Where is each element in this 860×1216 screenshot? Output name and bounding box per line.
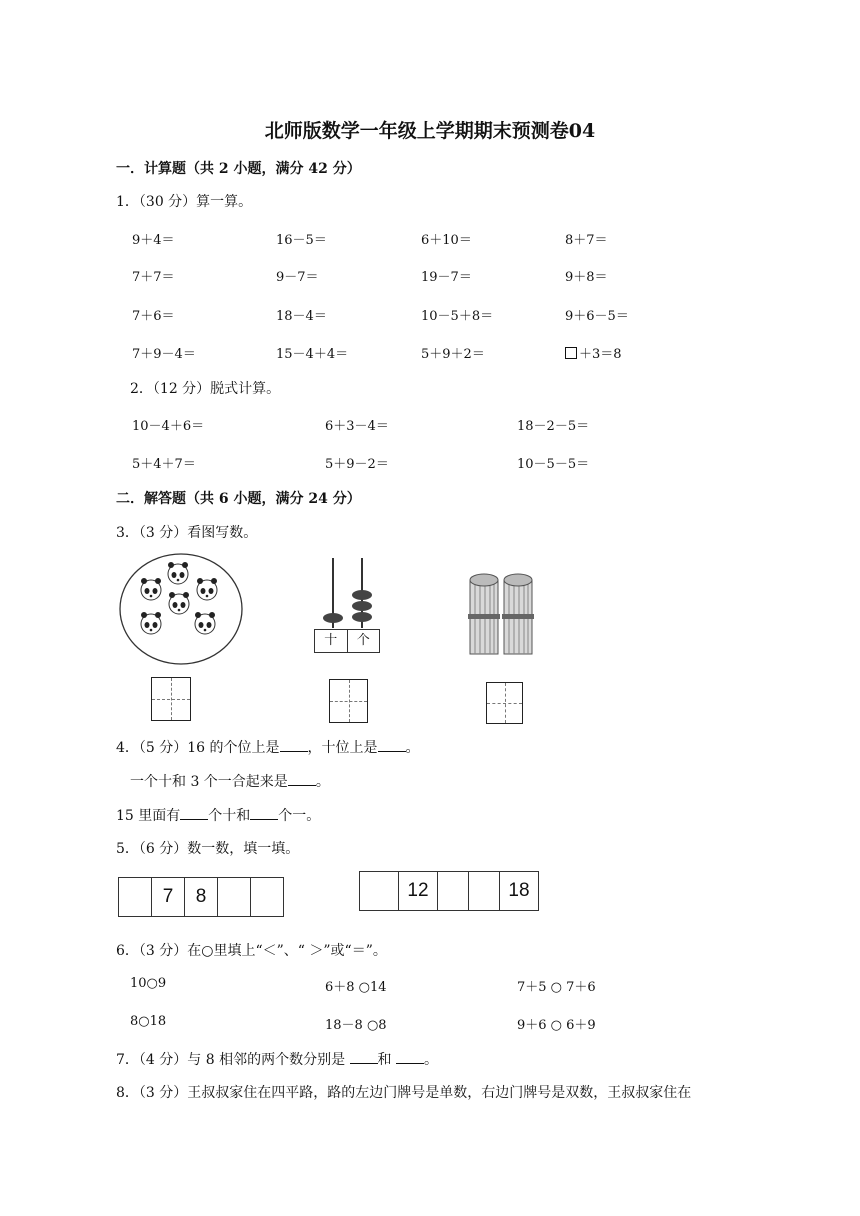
question-4-line-3: 15 里面有 个十和 个一。 xyxy=(116,808,321,824)
question-1-label: 1．（30 分）算一算。 xyxy=(116,194,253,210)
number-cell[interactable] xyxy=(360,872,399,910)
equation: 9－7＝ xyxy=(276,270,319,285)
equation: 9＋4＝ xyxy=(132,233,175,248)
number-cell: 18 xyxy=(508,880,530,901)
abacus-ones-label: 个 xyxy=(356,633,370,648)
equation: 6＋3－4＝ xyxy=(325,419,389,434)
blank-box xyxy=(565,347,577,359)
answer-writing-box[interactable] xyxy=(151,677,191,721)
question-6-label: 6．（3 分）在○里填上“＜”、“ ＞”或“＝”。 xyxy=(116,943,387,959)
question-3-label: 3．（3 分）看图写数。 xyxy=(116,525,258,541)
comparison: 9＋6 ○ 6＋9 xyxy=(517,1018,596,1033)
equation: 10－4＋6＝ xyxy=(132,419,205,434)
equation-with-box: ＋3＝8 xyxy=(565,343,622,362)
equation: 16－5＝ xyxy=(276,233,327,248)
equation: 9＋6－5＝ xyxy=(565,309,629,324)
number-cell: 12 xyxy=(399,872,438,910)
comparison: 8○18 xyxy=(130,1014,167,1029)
number-cell: 7 xyxy=(152,878,185,916)
panda-icon xyxy=(141,612,161,634)
equation: 9＋8＝ xyxy=(565,270,608,285)
equation: 7＋6＝ xyxy=(132,309,175,324)
answer-blank[interactable] xyxy=(180,807,208,820)
number-cell[interactable] xyxy=(119,878,152,916)
equation: 18－2－5＝ xyxy=(517,419,590,434)
abacus-rods-icon xyxy=(312,556,382,630)
answer-blank[interactable] xyxy=(280,739,308,752)
answer-blank[interactable] xyxy=(288,773,316,786)
equation: 19－7＝ xyxy=(421,270,472,285)
number-strip-2 xyxy=(359,871,539,911)
equation: 5＋9－2＝ xyxy=(325,457,389,472)
abacus-figure xyxy=(312,556,382,654)
equation: 10－5＋8＝ xyxy=(421,309,494,324)
equation: 5＋4＋7＝ xyxy=(132,457,196,472)
panda-icon xyxy=(169,592,189,614)
answer-writing-box[interactable] xyxy=(329,679,368,723)
panda-icon xyxy=(141,578,161,600)
question-2-label: 2．（12 分）脱式计算。 xyxy=(130,381,281,397)
equation: 7＋7＝ xyxy=(132,270,175,285)
comparison: 6＋8 ○14 xyxy=(325,980,387,995)
stick-bundle-icon xyxy=(502,574,534,654)
equation: 7＋9－4＝ xyxy=(132,347,196,362)
equation: 8＋7＝ xyxy=(565,233,608,248)
page-title: 北师版数学一年级上学期期末预测卷04 xyxy=(264,120,596,142)
panda-icon xyxy=(197,578,217,600)
answer-blank[interactable] xyxy=(250,807,278,820)
comparison: 10○9 xyxy=(130,976,167,991)
pandas-circle-figure xyxy=(118,552,244,666)
number-strip-1 xyxy=(118,877,284,917)
stick-bundle-icon xyxy=(468,574,500,654)
answer-blank[interactable] xyxy=(396,1051,424,1064)
equation: 5＋9＋2＝ xyxy=(421,347,485,362)
question-8-label: 8．（3 分）王叔叔家住在四平路，路的左边门牌号是单数，右边门牌号是双数，王叔叔家住在 xyxy=(116,1085,692,1101)
number-cell[interactable] xyxy=(469,872,500,910)
section-heading-1: 一．计算题（共 2 小题，满分 42 分） xyxy=(116,161,361,177)
comparison: 7＋5 ○ 7＋6 xyxy=(517,980,596,995)
number-cell[interactable] xyxy=(251,878,283,916)
answer-blank[interactable] xyxy=(378,739,406,752)
question-5-label: 5．（6 分）数一数，填一填。 xyxy=(116,841,300,857)
number-cell[interactable] xyxy=(218,878,251,916)
number-cell[interactable] xyxy=(438,872,469,910)
panda-icon xyxy=(168,562,188,584)
section-heading-2: 二．解答题（共 6 小题，满分 24 分） xyxy=(116,491,361,507)
panda-icon xyxy=(195,612,215,634)
equation: 18－4＝ xyxy=(276,309,327,324)
comparison: 18－8 ○8 xyxy=(325,1018,387,1033)
answer-writing-box[interactable] xyxy=(486,682,523,724)
abacus-tens-label: 十 xyxy=(315,630,348,652)
question-4-line-2: 一个十和 3 个一合起来是 。 xyxy=(130,774,330,790)
number-cell: 8 xyxy=(185,878,218,916)
equation: 10－5－5＝ xyxy=(517,457,590,472)
equation: 6＋10＝ xyxy=(421,233,472,248)
answer-blank[interactable] xyxy=(350,1051,378,1064)
stick-bundles-figure xyxy=(466,572,538,656)
question-4-line-1: 4．（5 分）16 的个位上是 ，十位上是 。 xyxy=(116,740,420,756)
equation: 15－4＋4＝ xyxy=(276,347,349,362)
question-7: 7．（4 分）与 8 相邻的两个数分别是 和 。 xyxy=(116,1052,438,1068)
